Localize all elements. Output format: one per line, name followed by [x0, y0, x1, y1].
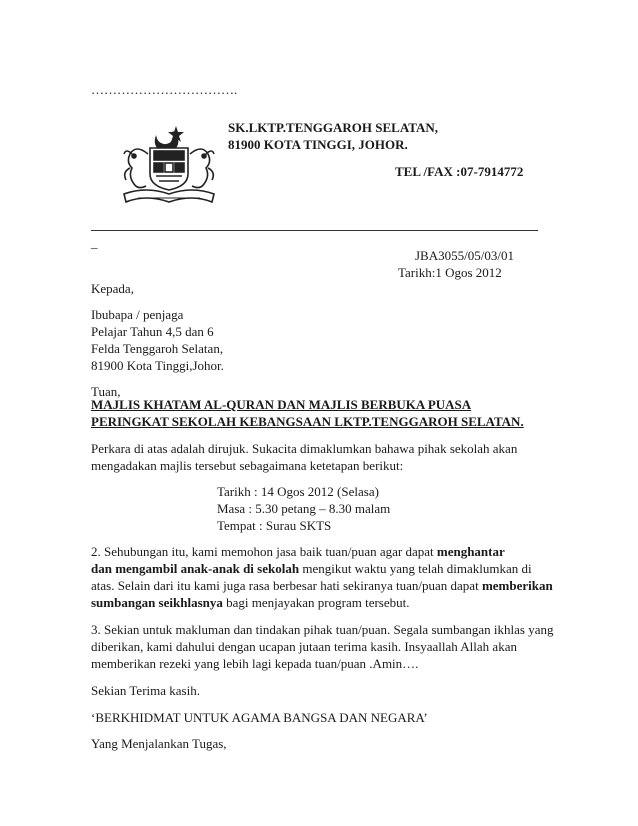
signoff: Yang Menjalankan Tugas,: [91, 736, 227, 751]
para3-line: memberikan rezeki yang lebih lagi kepada tuan/puan .Amin….: [91, 656, 419, 671]
school-name: SK.LKTP.TENGGAROH SELATAN,: [228, 120, 438, 135]
para2-text: atas. Selain dari itu kami juga rasa berbesar hati sekiranya tuan/puan dapat: [91, 578, 482, 593]
para1-line: Perkara di atas adalah dirujuk. Sukacita dimaklumkan bahawa pihak sekolah akan: [91, 441, 518, 456]
greeting: Tuan,: [91, 384, 121, 399]
coat-of-arms-emblem: [116, 124, 222, 206]
para2-bold: dan mengambil anak-anak di sekolah: [91, 561, 300, 576]
para2-line-4: [91, 594, 543, 611]
detail-time: Masa : 5.30 petang – 8.30 malam: [217, 501, 391, 516]
para2-bold: sumbangan seikhlasnya: [91, 595, 223, 610]
subject-line-2: PERINGKAT SEKOLAH KEBANGSAAN LKTP.TENGGAROH SELATAN.: [91, 414, 524, 429]
para3-line: diberikan, kami dahului dengan ucapan jutaan terima kasih. Insyaallah Allah akan: [91, 639, 517, 654]
subject-line-1: MAJLIS KHATAM AL-QURAN DAN MAJLIS BERBUKA PUASA: [91, 397, 472, 412]
to-label: Kepada,: [91, 281, 134, 296]
header-dots: …………………………….: [91, 82, 238, 97]
closing-text: Sekian Terima kasih.: [91, 683, 200, 698]
divider-dash: _: [91, 235, 98, 250]
para2-line-3: [91, 577, 553, 594]
detail-date: Tarikh : 14 Ogos 2012 (Selasa): [217, 484, 379, 499]
detail-place: Tempat : Surau SKTS: [217, 518, 332, 533]
recipient-line: Pelajar Tahun 4,5 dan 6: [91, 324, 214, 339]
para2-bold: memberikan: [481, 578, 553, 593]
para1-line: mengadakan majlis tersebut sebagaimana ketetapan berikut:: [91, 458, 404, 473]
letter-date: Tarikh:1 Ogos 2012: [398, 265, 502, 280]
para2-text: bagi menjayakan program tersebut.: [222, 595, 410, 610]
para3-line: 3. Sekian untuk makluman dan tindakan pihak tuan/puan. Segala sumbangan ikhlas yang: [91, 622, 554, 637]
tel-fax: TEL /FAX :07-7914772: [395, 164, 524, 179]
school-address: 81900 KOTA TINGGI, JOHOR.: [228, 137, 408, 152]
para2-line-2: [91, 560, 543, 577]
para2-line-1: [91, 543, 543, 560]
para2-text: mengikut waktu yang telah dimaklumkan di: [299, 561, 532, 576]
para2-bold: menghantar: [436, 544, 505, 559]
recipient-line: Ibubapa / penjaga: [91, 307, 184, 322]
motto: ‘BERKHIDMAT UNTUK AGAMA BANGSA DAN NEGARA’: [91, 710, 428, 725]
recipient-line: 81900 Kota Tinggi,Johor.: [91, 358, 224, 373]
para2-text: 2. Sehubungan itu, kami memohon jasa baik tuan/puan agar dapat: [91, 544, 437, 559]
header-divider: [91, 230, 538, 231]
reference-number: JBA3055/05/03/01: [415, 248, 514, 263]
recipient-line: Felda Tenggaroh Selatan,: [91, 341, 224, 356]
